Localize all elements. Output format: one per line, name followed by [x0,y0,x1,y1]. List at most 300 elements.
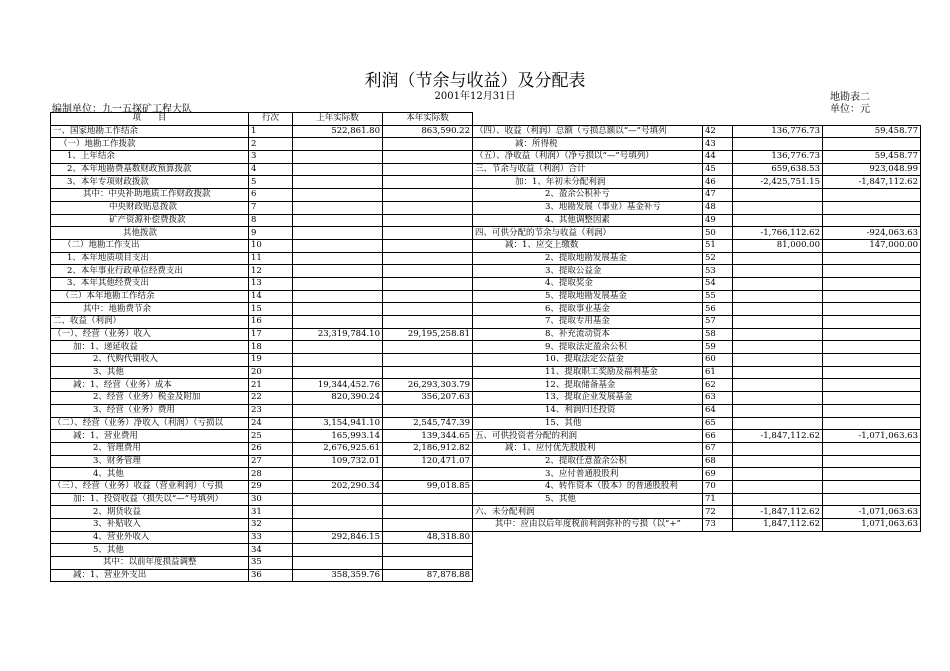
right-item-cell: 8、补充流动资本 [473,328,703,341]
right-item-cell: 4、提取奖金 [473,277,703,290]
left-item-cell: 3、补贴收入 [51,519,249,532]
right-curr-cell: 59,458.77 [823,151,921,164]
left-prev-cell [293,239,383,252]
right-line-cell: 45 [703,163,733,176]
table-row [51,468,921,481]
left-prev-cell [293,176,383,189]
right-line-cell: 57 [703,316,733,329]
right-line-cell: 63 [703,392,733,405]
right-prev-cell: 136,776.73 [733,125,823,138]
header-line-left: 行次 [249,113,293,126]
left-prev-cell: 23,319,784.10 [293,328,383,341]
right-line-cell: 56 [703,303,733,316]
left-curr-cell: 87,878.88 [383,569,473,582]
right-curr-cell [823,493,921,506]
right-empty-cell [703,557,733,570]
left-item-cell: 其中：以前年度损益调整 [51,557,249,570]
right-curr-cell [823,392,921,405]
right-curr-cell [823,379,921,392]
left-line-cell: 11 [249,252,293,265]
right-curr-cell [823,366,921,379]
left-prev-cell [293,227,383,240]
left-curr-cell [383,163,473,176]
left-line-cell: 18 [249,341,293,354]
right-empty-cell [703,569,733,582]
left-item-cell: （三）本年地勘工作结余 [51,290,249,303]
right-item-cell: 15、其他 [473,417,703,430]
left-prev-cell [293,341,383,354]
right-item-cell: 12、提取储备基金 [473,379,703,392]
left-line-cell: 10 [249,239,293,252]
right-prev-cell [733,214,823,227]
header-curr-left: 本年实际数 [383,113,473,126]
table-row [51,430,921,443]
right-item-cell: 10、提取法定公益金 [473,354,703,367]
left-item-cell: （一）地勘工作拨款 [51,138,249,151]
left-line-cell: 19 [249,354,293,367]
left-curr-cell [383,252,473,265]
left-line-cell: 32 [249,519,293,532]
table-row [51,201,921,214]
right-item-cell: 14、利润归还投资 [473,404,703,417]
left-curr-cell [383,138,473,151]
right-curr-cell [823,138,921,151]
right-prev-cell: -1,766,112.62 [733,227,823,240]
left-prev-cell: 3,154,941.10 [293,417,383,430]
right-prev-cell [733,392,823,405]
table-row [51,519,921,532]
left-line-cell: 5 [249,176,293,189]
right-curr-cell [823,303,921,316]
right-curr-cell [823,341,921,354]
left-line-cell: 8 [249,214,293,227]
right-prev-cell [733,468,823,481]
left-curr-cell: 356,207.63 [383,392,473,405]
left-prev-cell: 109,732.01 [293,455,383,468]
table-row [51,151,921,164]
left-prev-cell [293,557,383,570]
right-line-cell: 58 [703,328,733,341]
left-item-cell: 2、本年地勘费基数财政预算拨款 [51,163,249,176]
right-prev-cell: 659,638.53 [733,163,823,176]
left-item-cell: 2、期货收益 [51,506,249,519]
right-item-cell: （四）、收益（利润）总额（亏损总额以“—”号填列 [473,125,703,138]
left-item-cell: 3、财务管理 [51,455,249,468]
right-curr-cell [823,442,921,455]
left-line-cell: 36 [249,569,293,582]
right-empty-cell [733,544,823,557]
left-line-cell: 24 [249,417,293,430]
right-item-cell: 4、其他调整因素 [473,214,703,227]
left-line-cell: 14 [249,290,293,303]
table-row [51,506,921,519]
right-line-cell: 48 [703,201,733,214]
right-curr-cell [823,214,921,227]
right-item-cell: 3、地勘发展（事业）基金补亏 [473,201,703,214]
right-prev-cell: -1,847,112.62 [733,430,823,443]
right-line-cell: 68 [703,455,733,468]
right-curr-cell: -1,071,063.63 [823,506,921,519]
left-prev-cell: 522,861.80 [293,125,383,138]
right-curr-cell: -1,847,112.62 [823,176,921,189]
right-prev-cell [733,366,823,379]
left-line-cell: 12 [249,265,293,278]
right-prev-cell: -1,847,112.62 [733,506,823,519]
right-line-cell: 52 [703,252,733,265]
right-item-cell: 9、提取法定盈余公积 [473,341,703,354]
right-curr-cell [823,252,921,265]
left-curr-cell [383,277,473,290]
right-empty-cell [823,531,921,544]
left-curr-cell: 2,186,912.82 [383,442,473,455]
currency-unit: 单位：元 [830,104,870,115]
left-prev-cell [293,214,383,227]
left-curr-cell [383,468,473,481]
right-line-cell: 43 [703,138,733,151]
right-prev-cell [733,354,823,367]
table-row [51,354,921,367]
form-code: 地勘表二 [830,92,870,103]
table-row [51,366,921,379]
right-prev-cell: 1,847,112.62 [733,519,823,532]
right-prev-cell [733,201,823,214]
right-curr-cell: 147,000.00 [823,239,921,252]
right-curr-cell [823,468,921,481]
right-line-cell: 65 [703,417,733,430]
right-item-cell: 13、提取企业发展基金 [473,392,703,405]
left-prev-cell [293,189,383,202]
left-curr-cell [383,316,473,329]
right-line-cell: 61 [703,366,733,379]
right-item-cell: 四、可供分配的节余与收益（利润） [473,227,703,240]
left-item-cell: 3、本年其他经费支出 [51,277,249,290]
right-empty-cell [473,544,703,557]
left-curr-cell: 48,318.80 [383,531,473,544]
left-curr-cell: 99,018.85 [383,480,473,493]
table-body [51,113,921,582]
right-empty-cell [823,557,921,570]
right-item-cell: （五）、净收益（利润）（净亏损以“—”号填列） [473,151,703,164]
table-row [51,442,921,455]
left-prev-cell [293,201,383,214]
left-prev-cell [293,151,383,164]
right-prev-cell [733,328,823,341]
right-prev-cell: -2,425,751.15 [733,176,823,189]
right-prev-cell [733,480,823,493]
left-item-cell: 二、收益（利润） [51,316,249,329]
left-line-cell: 6 [249,189,293,202]
right-prev-cell [733,265,823,278]
right-prev-cell: 136,776.73 [733,151,823,164]
right-line-cell: 69 [703,468,733,481]
right-prev-cell [733,290,823,303]
right-line-cell: 42 [703,125,733,138]
left-line-cell: 22 [249,392,293,405]
right-curr-cell [823,417,921,430]
left-curr-cell [383,404,473,417]
table-row [51,252,921,265]
left-item-cell: （一）、经营（业务）收入 [51,328,249,341]
left-item-cell: 2、管理费用 [51,442,249,455]
table-row [51,239,921,252]
left-line-cell: 34 [249,544,293,557]
right-curr-cell [823,290,921,303]
left-line-cell: 4 [249,163,293,176]
header-line-right [703,113,733,126]
right-curr-cell [823,189,921,202]
right-curr-cell: -924,063.63 [823,227,921,240]
left-item-cell: 2、本年事业行政单位经费支出 [51,265,249,278]
right-line-cell: 54 [703,277,733,290]
left-curr-cell [383,544,473,557]
table-row [51,138,921,151]
left-line-cell: 3 [249,151,293,164]
right-prev-cell [733,404,823,417]
left-line-cell: 17 [249,328,293,341]
left-line-cell: 31 [249,506,293,519]
right-curr-cell: 1,071,063.63 [823,519,921,532]
left-prev-cell: 820,390.24 [293,392,383,405]
left-line-cell: 30 [249,493,293,506]
right-line-cell: 64 [703,404,733,417]
left-prev-cell [293,290,383,303]
right-empty-cell [733,557,823,570]
right-empty-cell [473,569,703,582]
left-item-cell: 1、上年结余 [51,151,249,164]
left-line-cell: 15 [249,303,293,316]
table-row [51,316,921,329]
left-prev-cell [293,316,383,329]
left-line-cell: 33 [249,531,293,544]
left-item-cell: 其中：地勘费节余 [51,303,249,316]
right-curr-cell [823,316,921,329]
table-row [51,531,921,544]
right-empty-cell [823,569,921,582]
left-line-cell: 13 [249,277,293,290]
left-prev-cell: 2,676,925.61 [293,442,383,455]
right-empty-cell [703,531,733,544]
left-item-cell: 3、其他 [51,366,249,379]
table-row [51,227,921,240]
header-item-left: 项 目 [51,113,249,126]
left-item-cell: 2、经营（业务）税金及附加 [51,392,249,405]
left-item-cell: 1、本年地质项目支出 [51,252,249,265]
left-prev-cell [293,303,383,316]
left-item-cell: 其他拨款 [51,227,249,240]
right-prev-cell [733,493,823,506]
left-line-cell: 1 [249,125,293,138]
left-prev-cell [293,519,383,532]
left-prev-cell [293,277,383,290]
right-prev-cell [733,189,823,202]
right-item-cell: 11、提取职工奖励及福利基金 [473,366,703,379]
right-prev-cell [733,138,823,151]
left-prev-cell [293,163,383,176]
right-item-cell: 2、盈余公积补亏 [473,189,703,202]
right-prev-cell [733,455,823,468]
left-curr-cell [383,201,473,214]
right-item-cell: 三、节余与收益（利润）合计 [473,163,703,176]
table-row [51,125,921,138]
header-prev-left: 上年实际数 [293,113,383,126]
right-line-cell: 50 [703,227,733,240]
left-item-cell: 2、代购代销收入 [51,354,249,367]
left-prev-cell [293,493,383,506]
left-curr-cell [383,493,473,506]
table-row [51,557,921,570]
right-prev-cell: 81,000.00 [733,239,823,252]
left-curr-cell [383,506,473,519]
table-row [51,417,921,430]
left-item-cell: 3、本年专项财政拨款 [51,176,249,189]
right-item-cell: 减：1、应交上缴数 [473,239,703,252]
left-prev-cell [293,354,383,367]
left-curr-cell: 29,195,258.81 [383,328,473,341]
right-line-cell: 53 [703,265,733,278]
left-item-cell: （二）地勘工作支出 [51,239,249,252]
table-row [51,176,921,189]
report-date: 2001年12月31日 [434,91,516,102]
right-item-cell: 2、提取地勘发展基金 [473,252,703,265]
right-item-cell: 3、提取公益金 [473,265,703,278]
table-row [51,341,921,354]
right-item-cell: 4、转作资本（股本）的普通股股利 [473,480,703,493]
profit-distribution-table [50,112,921,582]
table-row [51,544,921,557]
right-line-cell: 59 [703,341,733,354]
right-empty-cell [473,557,703,570]
right-empty-cell [703,544,733,557]
right-line-cell: 71 [703,493,733,506]
left-item-cell: （三）、经营（业务）收益（营业利润）（亏损 [51,480,249,493]
left-item-cell: （二）、经营（业务）净收入（利润）（亏损以 [51,417,249,430]
left-prev-cell: 165,993.14 [293,430,383,443]
right-curr-cell [823,455,921,468]
table-row [51,277,921,290]
right-line-cell: 51 [703,239,733,252]
left-curr-cell [383,265,473,278]
right-curr-cell: -1,071,063.63 [823,430,921,443]
right-line-cell: 62 [703,379,733,392]
right-item-cell: 六、未分配利润 [473,506,703,519]
left-curr-cell [383,214,473,227]
left-curr-cell [383,151,473,164]
left-curr-cell [383,354,473,367]
left-line-cell: 26 [249,442,293,455]
right-curr-cell [823,277,921,290]
table-row [51,214,921,227]
left-curr-cell [383,303,473,316]
left-item-cell: 减：1、营业外支出 [51,569,249,582]
right-curr-cell [823,480,921,493]
left-line-cell: 23 [249,404,293,417]
left-item-cell: 减：1、经营（业务）成本 [51,379,249,392]
right-prev-cell [733,303,823,316]
right-item-cell: 加：1、年初未分配利润 [473,176,703,189]
left-prev-cell: 358,359.76 [293,569,383,582]
right-curr-cell [823,201,921,214]
left-curr-cell [383,557,473,570]
left-item-cell: 一、国家地勘工作结余 [51,125,249,138]
left-item-cell: 减：1、营业费用 [51,430,249,443]
left-prev-cell [293,366,383,379]
right-line-cell: 67 [703,442,733,455]
right-item-cell: 2、提取任意盈余公积 [473,455,703,468]
left-prev-cell [293,265,383,278]
right-curr-cell: 59,458.77 [823,125,921,138]
right-prev-cell [733,379,823,392]
left-line-cell: 20 [249,366,293,379]
left-curr-cell [383,519,473,532]
header-curr-right [823,113,921,126]
left-prev-cell: 202,290.34 [293,480,383,493]
left-item-cell: 加：1、递延收益 [51,341,249,354]
right-line-cell: 73 [703,519,733,532]
right-item-cell: 减：所得税 [473,138,703,151]
right-curr-cell: 923,048.99 [823,163,921,176]
left-curr-cell [383,189,473,202]
table-row [51,189,921,202]
right-empty-cell [823,544,921,557]
table-row [51,392,921,405]
left-curr-cell [383,176,473,189]
right-line-cell: 66 [703,430,733,443]
right-item-cell: 7、提取专用基金 [473,316,703,329]
right-curr-cell [823,328,921,341]
table-row [51,303,921,316]
right-curr-cell [823,404,921,417]
left-prev-cell [293,544,383,557]
left-line-cell: 16 [249,316,293,329]
left-prev-cell [293,506,383,519]
right-prev-cell [733,341,823,354]
left-prev-cell: 292,846.15 [293,531,383,544]
table-row [51,480,921,493]
right-item-cell: 5、提取地勘发展基金 [473,290,703,303]
left-curr-cell: 139,344.65 [383,430,473,443]
left-prev-cell [293,138,383,151]
right-prev-cell [733,277,823,290]
left-curr-cell: 863,590.22 [383,125,473,138]
left-item-cell: 4、其他 [51,468,249,481]
right-line-cell: 55 [703,290,733,303]
left-line-cell: 9 [249,227,293,240]
right-line-cell: 70 [703,480,733,493]
right-prev-cell [733,442,823,455]
right-line-cell: 72 [703,506,733,519]
left-line-cell: 35 [249,557,293,570]
right-item-cell: 其中：应由以后年度税前利润弥补的亏损（以“+” [473,519,703,532]
left-line-cell: 7 [249,201,293,214]
table-row [51,493,921,506]
left-line-cell: 25 [249,430,293,443]
right-item-cell: 减：1、应付优先股股利 [473,442,703,455]
left-item-cell: 3、经营（业务）费用 [51,404,249,417]
left-curr-cell: 2,545,747.39 [383,417,473,430]
right-item-cell: 5、其他 [473,493,703,506]
right-item-cell: 6、提取事业基金 [473,303,703,316]
right-line-cell: 44 [703,151,733,164]
left-item-cell: 矿产资源补偿费拨款 [51,214,249,227]
reporting-organization: 编制单位：九一五探矿工程大队 [52,104,192,115]
right-prev-cell [733,252,823,265]
table-row [51,265,921,278]
left-curr-cell [383,366,473,379]
table-row [51,328,921,341]
right-empty-cell [733,569,823,582]
left-line-cell: 28 [249,468,293,481]
right-empty-cell [733,531,823,544]
